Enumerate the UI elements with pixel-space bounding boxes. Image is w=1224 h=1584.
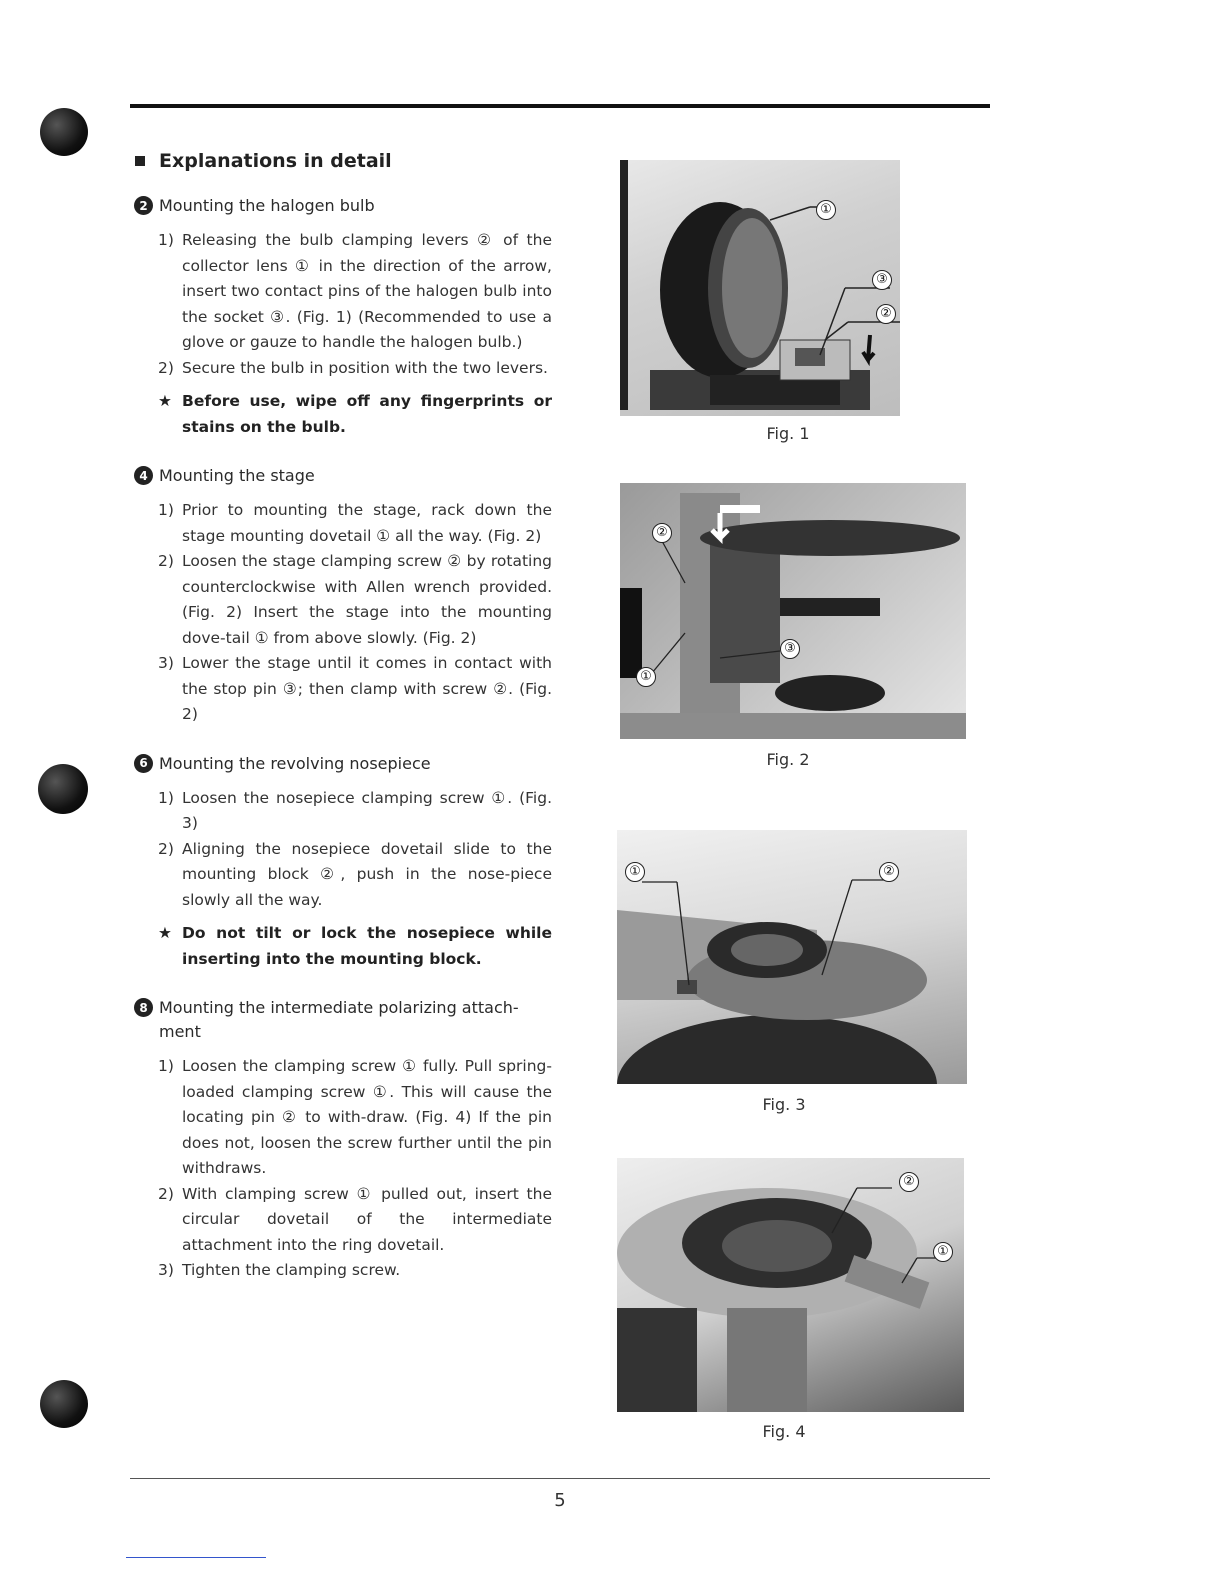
figure-4-photo: [617, 1158, 964, 1412]
nosepiece-illustration: [617, 830, 967, 1084]
square-bullet-icon: [135, 156, 145, 166]
page-number: 5: [554, 1490, 566, 1511]
figure-2-photo: [620, 483, 966, 739]
callout-label: ③: [872, 270, 892, 290]
section-halogen-bulb: [132, 194, 552, 440]
callout-label: ②: [652, 523, 672, 543]
list-item: 2) Loosen the stage clamping screw ② by rotating counterclockwise with Allen wrench provided. (Fig. 2) Insert the stage into the mounting dove-tail ① from above slowly. (Fig. 2): [158, 552, 552, 647]
list-item: 3) Lower the stage until it comes in contact with the stop pin ③; then clamp with screw ②. (Fig. 2): [158, 654, 552, 723]
step-number-badge: 6: [134, 754, 153, 773]
callout-label: ①: [636, 667, 656, 687]
section-polarizing-attachment: [132, 996, 552, 1284]
section-nosepiece: [132, 752, 552, 973]
callout-label: ②: [899, 1172, 919, 1192]
caution-note: ★ Do not tilt or lock the nosepiece while inserting into the mounting block.: [158, 921, 552, 972]
callout-label: ③: [780, 639, 800, 659]
step-number-badge: 8: [134, 998, 153, 1017]
collector-lens-illustration: [620, 160, 900, 416]
section-stage: [132, 464, 552, 728]
stage-mounting-illustration: [620, 483, 966, 739]
binder-hole-top: [40, 108, 88, 156]
list-item: 1) Loosen the nosepiece clamping screw ①. (Fig. 3): [158, 788, 552, 832]
binder-hole-bottom: [40, 1380, 88, 1428]
callout-label: ②: [876, 304, 896, 324]
callout-label: ①: [816, 200, 836, 220]
figure-1-caption: Fig. 1: [766, 424, 810, 443]
figure-1-photo: [620, 160, 900, 416]
binder-hole-middle: [38, 764, 88, 814]
figure-4-caption: Fig. 4: [762, 1422, 806, 1441]
step-heading-text: Mounting the intermediate polarizing attach-ment: [159, 998, 519, 1041]
star-icon: ★: [158, 924, 172, 942]
footer-underline: [126, 1557, 266, 1558]
step-heading: [132, 464, 552, 488]
step-heading: [132, 194, 552, 218]
callout-label: ①: [933, 1242, 953, 1262]
list-item: 2) Aligning the nosepiece dovetail slide to the mounting block ②, push in the nose-piece slowly all the way.: [158, 839, 552, 909]
step-heading: [132, 996, 552, 1044]
bottom-rule: [130, 1478, 990, 1479]
polarizing-attachment-illustration: [617, 1158, 964, 1412]
list-item: 1) Releasing the bulb clamping levers ② of the collector lens ① in the direction of the arrow, insert two contact pins of the halogen bulb into the socket ③. (Fig. 1) (Recommended to use a glove or gauze to handle the halogen bulb.): [158, 231, 552, 351]
step-heading-text: Mounting the revolving nosepiece: [159, 753, 431, 773]
list-item: 1) Loosen the clamping screw ① fully. Pull spring-loaded clamping screw ①. This will cause the locating pin ② to with-draw. (Fig. 4) If the pin does not, loosen the screw further until the pin withdraws.: [158, 1057, 552, 1177]
top-rule: [130, 104, 990, 108]
callout-label: ②: [879, 862, 899, 882]
step-heading: [132, 752, 552, 776]
step-number-badge: 2: [134, 196, 153, 215]
list-item: 3) Tighten the clamping screw.: [158, 1261, 401, 1279]
text-column: [132, 150, 552, 1308]
list-item: 1) Prior to mounting the stage, rack down the stage mounting dovetail ① all the way. (Fig. 2): [158, 501, 552, 545]
section-title-text: Explanations in detail: [159, 150, 392, 172]
step-number-badge: 4: [134, 466, 153, 485]
section-title: [132, 150, 552, 172]
list-item: 2) Secure the bulb in position with the two levers.: [158, 358, 548, 377]
step-heading-text: Mounting the stage: [159, 466, 315, 485]
list-item: 2) With clamping screw ① pulled out, insert the circular dovetail of the intermediate attachment into the ring dovetail.: [158, 1184, 552, 1254]
figure-3-caption: Fig. 3: [762, 1095, 806, 1114]
step-heading-text: Mounting the halogen bulb: [159, 196, 375, 215]
star-icon: ★: [158, 392, 172, 410]
figure-3-photo: [617, 830, 967, 1084]
figure-2-caption: Fig. 2: [766, 750, 810, 769]
caution-note: ★ Before use, wipe off any fingerprints or stains on the bulb.: [158, 389, 552, 440]
callout-label: ①: [625, 862, 645, 882]
